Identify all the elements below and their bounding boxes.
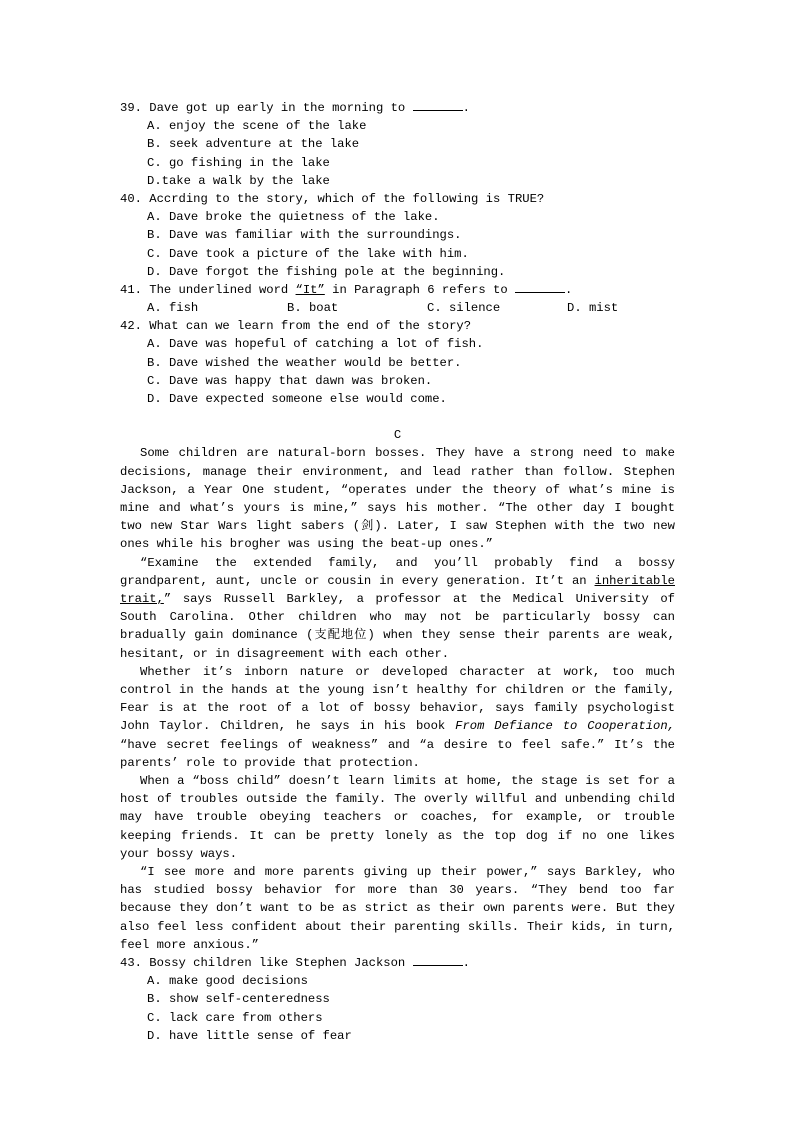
option-a: A. Dave was hopeful of catching a lot of fish. (147, 337, 484, 352)
option-c: C. lack care from others (147, 1010, 323, 1025)
option-a: A. enjoy the scene of the lake (147, 119, 367, 134)
reading-passage (120, 444, 675, 954)
question-42 (120, 317, 675, 408)
question-stem: 40. Accrding to the story, which of the following is TRUE? (120, 191, 545, 206)
option-c: C. go fishing in the lake (147, 155, 330, 170)
paragraph-3: Whether it’s inborn nature or developed character at work, too much control in the hands at the young isn’t healthy for children or the family, Fear is at the root of a lot of bossy behavior, says family psychologist John Taylor. Children, he says in his book From Defiance to Cooperation, “have secret feelings of weakness” and “a desire to feel safe.” It’s the parents’ role to provide that protection. (120, 664, 675, 770)
question-41: 41. The underlined word “It” in Paragraph 6 refers to . A. fish B. boat C. silence D. mist (120, 281, 675, 317)
question-43: 43. Bossy children like Stephen Jackson . A. make good decisions B. show self-centeredness C. lack care from others D. have little sense of fear (120, 954, 675, 1045)
paragraph-4: When a “boss child” doesn’t learn limits at home, the stage is set for a host of troubles outside the family. The overly willful and unbending child may have trouble obeying teachers or coaches, for example, or trouble keeping friends. It can be pretty lonely as the top dog if no one likes your bossy ways. (120, 774, 675, 861)
paragraph-2: “Examine the extended family, and you’ll probably find a bossy grandparent, aunt, uncle or cousin in every generation. It’t an inheritable trait,” says Russell Barkley, a professor at the Medical University of South Carolina. Other children who may not be particularly bossy can bradually gain dominance (支配地位) when they sense their parents are weak, hesitant, or in disagreement with each other. (120, 555, 675, 661)
option-d: D.take a walk by the lake (147, 173, 330, 188)
underlined-phrase: inheritable trait, (120, 573, 675, 606)
option-b: B. Dave wished the weather would be better. (147, 355, 462, 370)
option-d: D. Dave expected someone else would come. (147, 392, 447, 406)
option-d: D. mist (567, 301, 619, 316)
question-40 (120, 190, 675, 281)
option-b: B. seek adventure at the lake (147, 137, 360, 152)
question-stem: 42. What can we learn from the end of the story? (120, 319, 472, 334)
option-b: B. show self-centeredness (147, 992, 330, 1007)
option-a: A. make good decisions (147, 974, 308, 989)
option-c: C. Dave was happy that dawn was broken. (147, 373, 433, 388)
paragraph-1: Some children are natural-born bosses. They have a strong need to make decisions, manage their environment, and lead rather than follow. Stephen Jackson, a Year One student, “operates under the theory of what’s mine is mine and what’s yours is mine,” says his mother. “The other day I bought two new Star Wars light sabers (剑). Later, I saw Stephen with the two new ones while his brogher was using the beat-up ones.” (120, 446, 675, 552)
option-d: D. Dave forgot the fishing pole at the beginning. (147, 264, 506, 279)
option-c: C. Dave took a picture of the lake with him. (147, 246, 469, 261)
options-row (120, 299, 675, 317)
section-heading: C (393, 428, 402, 443)
option-a: A. Dave broke the quietness of the lake. (147, 210, 440, 225)
question-stem: 41. The underlined word (120, 282, 289, 297)
option-c: C. silence (427, 301, 501, 316)
question-39: 39. Dave got up early in the morning to . A. enjoy the scene of the lake B. seek adventure at the lake C. go fishing in the lake D.take a walk by the lake (120, 99, 675, 190)
option-d: D. have little sense of fear (147, 1028, 352, 1043)
answer-blank (515, 282, 565, 293)
answer-blank (413, 100, 463, 111)
book-title: From Defiance to Cooperation, (455, 719, 675, 734)
question-stem: 43. Bossy children like Stephen Jackson (120, 956, 406, 971)
exam-page (120, 99, 675, 1045)
paragraph-5: “I see more and more parents giving up their power,” says Barkley, who has studied bossy behavior for more than 30 years. “They bend too far because they don’t want to be as strict as their own parents were. But they also feel less confident about their parenting skills. Their kids, in turn, feel more anxious.” (120, 865, 675, 952)
answer-blank (413, 955, 463, 966)
option-a: A. fish (147, 301, 199, 316)
underlined-word: “It” (295, 282, 325, 297)
option-b: B. Dave was familiar with the surroundings. (147, 228, 462, 243)
option-b: B. boat (287, 301, 339, 316)
question-stem: 39. Dave got up early in the morning to (120, 101, 406, 115)
